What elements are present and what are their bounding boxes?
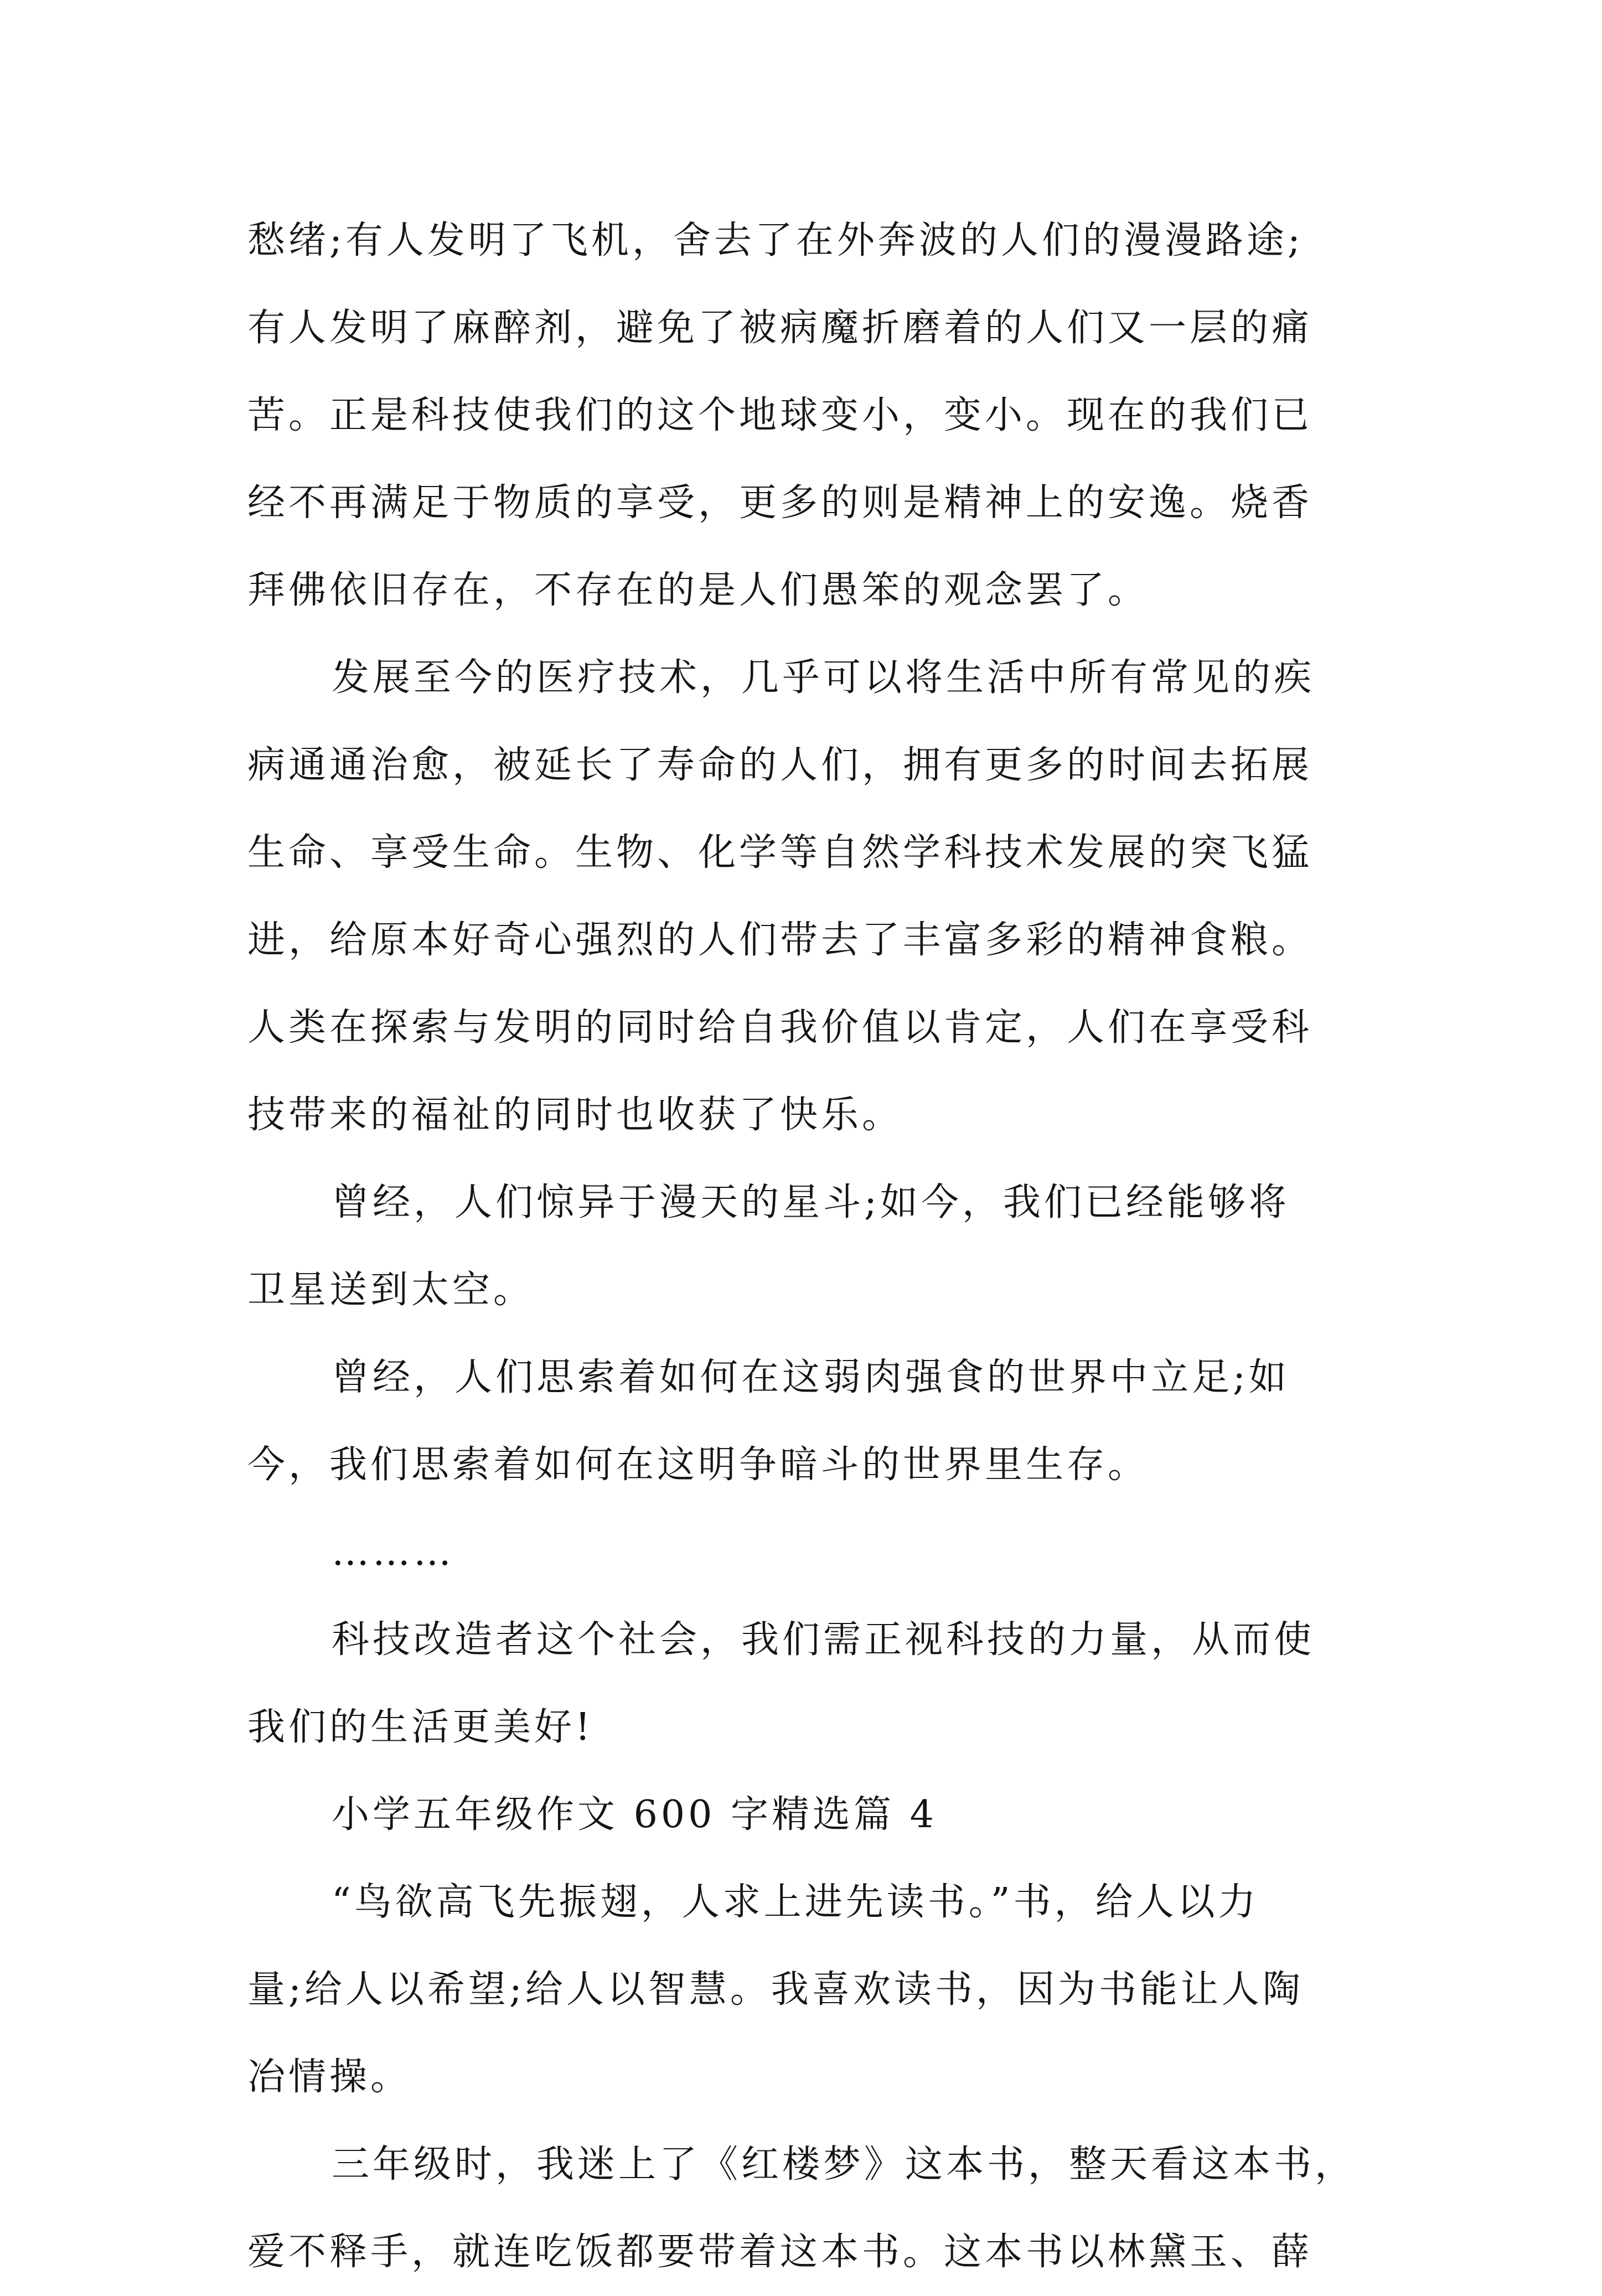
text-line: 曾经，人们思索着如何在这弱肉强食的世界中立足;如	[332, 1356, 1290, 1399]
text-line: 今，我们思索着如何在这明争暗斗的世界里生存。	[247, 1443, 1149, 1487]
text-line: 技带来的福祉的同时也收获了快乐。	[247, 1093, 903, 1137]
text-line: 生命、享受生命。生物、化学等自然学科技术发展的突飞猛	[247, 831, 1313, 875]
text-line: 经不再满足于物质的享受，更多的则是精神上的安逸。烧香	[247, 481, 1313, 525]
text-line: 进，给原本好奇心强烈的人们带去了丰富多彩的精神食粮。	[247, 918, 1313, 962]
text-line: 曾经，人们惊异于漫天的星斗;如今，我们已经能够将	[332, 1181, 1290, 1224]
text-line: 量;给人以希望;给人以智慧。我喜欢读书，因为书能让人陶	[247, 1968, 1304, 2011]
text-line: 愁绪;有人发明了飞机，舍去了在外奔波的人们的漫漫路途;	[247, 219, 1304, 262]
text-line: 冶情操。	[247, 2055, 412, 2099]
text-line: “鸟欲高飞先振翅，人求上进先读书。”书，给人以力	[332, 1880, 1259, 1924]
text-line: 卫星送到太空。	[247, 1268, 535, 1312]
section-heading: 小学五年级作文 600 字精选篇 4	[332, 1793, 937, 1837]
text-line: 病通通治愈，被延长了寿命的人们，拥有更多的时间去拓展	[247, 743, 1313, 787]
text-line: 拜佛依旧存在，不存在的是人们愚笨的观念罢了。	[247, 568, 1149, 612]
text-line: 有人发明了麻醉剂，避免了被病魔折磨着的人们又一层的痛	[247, 306, 1313, 350]
text-line: 爱不释手，就连吃饭都要带着这本书。这本书以林黛玉、薛	[247, 2230, 1313, 2274]
document-body	[247, 197, 1399, 2296]
text-line: 人类在探索与发明的同时给自我价值以肯定，人们在享受科	[247, 1006, 1313, 1049]
text-line: 苦。正是科技使我们的这个地球变小，变小。现在的我们已	[247, 394, 1313, 437]
text-line: 三年级时，我迷上了《红楼梦》这本书，整天看这本书，	[332, 2143, 1356, 2186]
text-line: 发展至今的医疗技术，几乎可以将生活中所有常见的疾	[332, 656, 1315, 700]
text-line: 我们的生活更美好!	[247, 1705, 594, 1749]
text-line: 科技改造者这个社会，我们需正视科技的力量，从而使	[332, 1618, 1315, 1662]
ellipsis-line: ………	[332, 1530, 454, 1574]
